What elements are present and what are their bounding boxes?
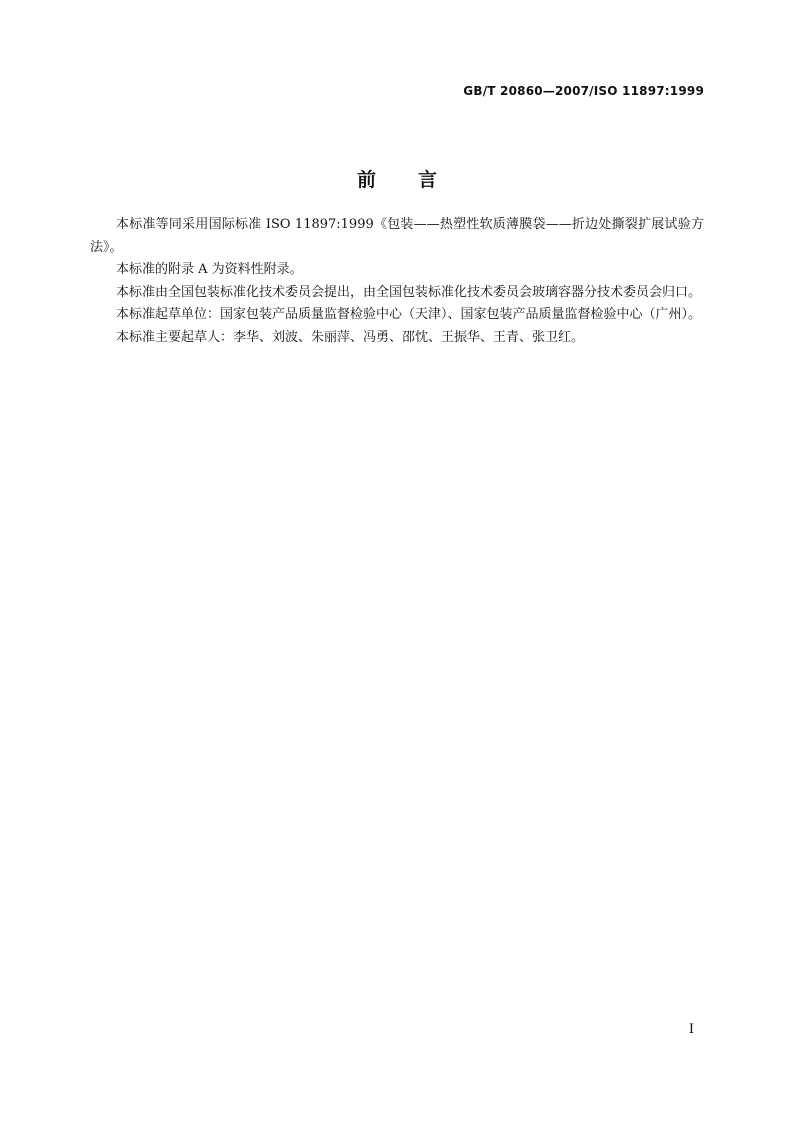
standard-number-header: GB/T 20860—2007/ISO 11897:1999 [463, 84, 704, 98]
paragraph-adoption: 本标准等同采用国际标准 ISO 11897:1999《包装——热塑性软质薄膜袋——折边处撕裂扩展试验方法》。 [90, 217, 704, 255]
paragraph-annex: 本标准的附录 A 为资料性附录。 [116, 262, 303, 278]
paragraph-drafters: 本标准主要起草人：李华、刘波、朱丽萍、冯勇、邵忱、王振华、王青、张卫红。 [116, 329, 585, 345]
paragraph-proposal: 本标准由全国包装标准化技术委员会提出，由全国包装标准化技术委员会玻璃容器分技术委员会归口。 [116, 284, 702, 300]
page-number: I [688, 1022, 694, 1037]
page-title: 前言 [356, 168, 479, 191]
paragraph-drafting-units: 本标准起草单位：国家包装产品质量监督检验中心（天津）、国家包装产品质量监督检验中心（广州）。 [116, 307, 702, 323]
foreword-body [90, 214, 704, 350]
